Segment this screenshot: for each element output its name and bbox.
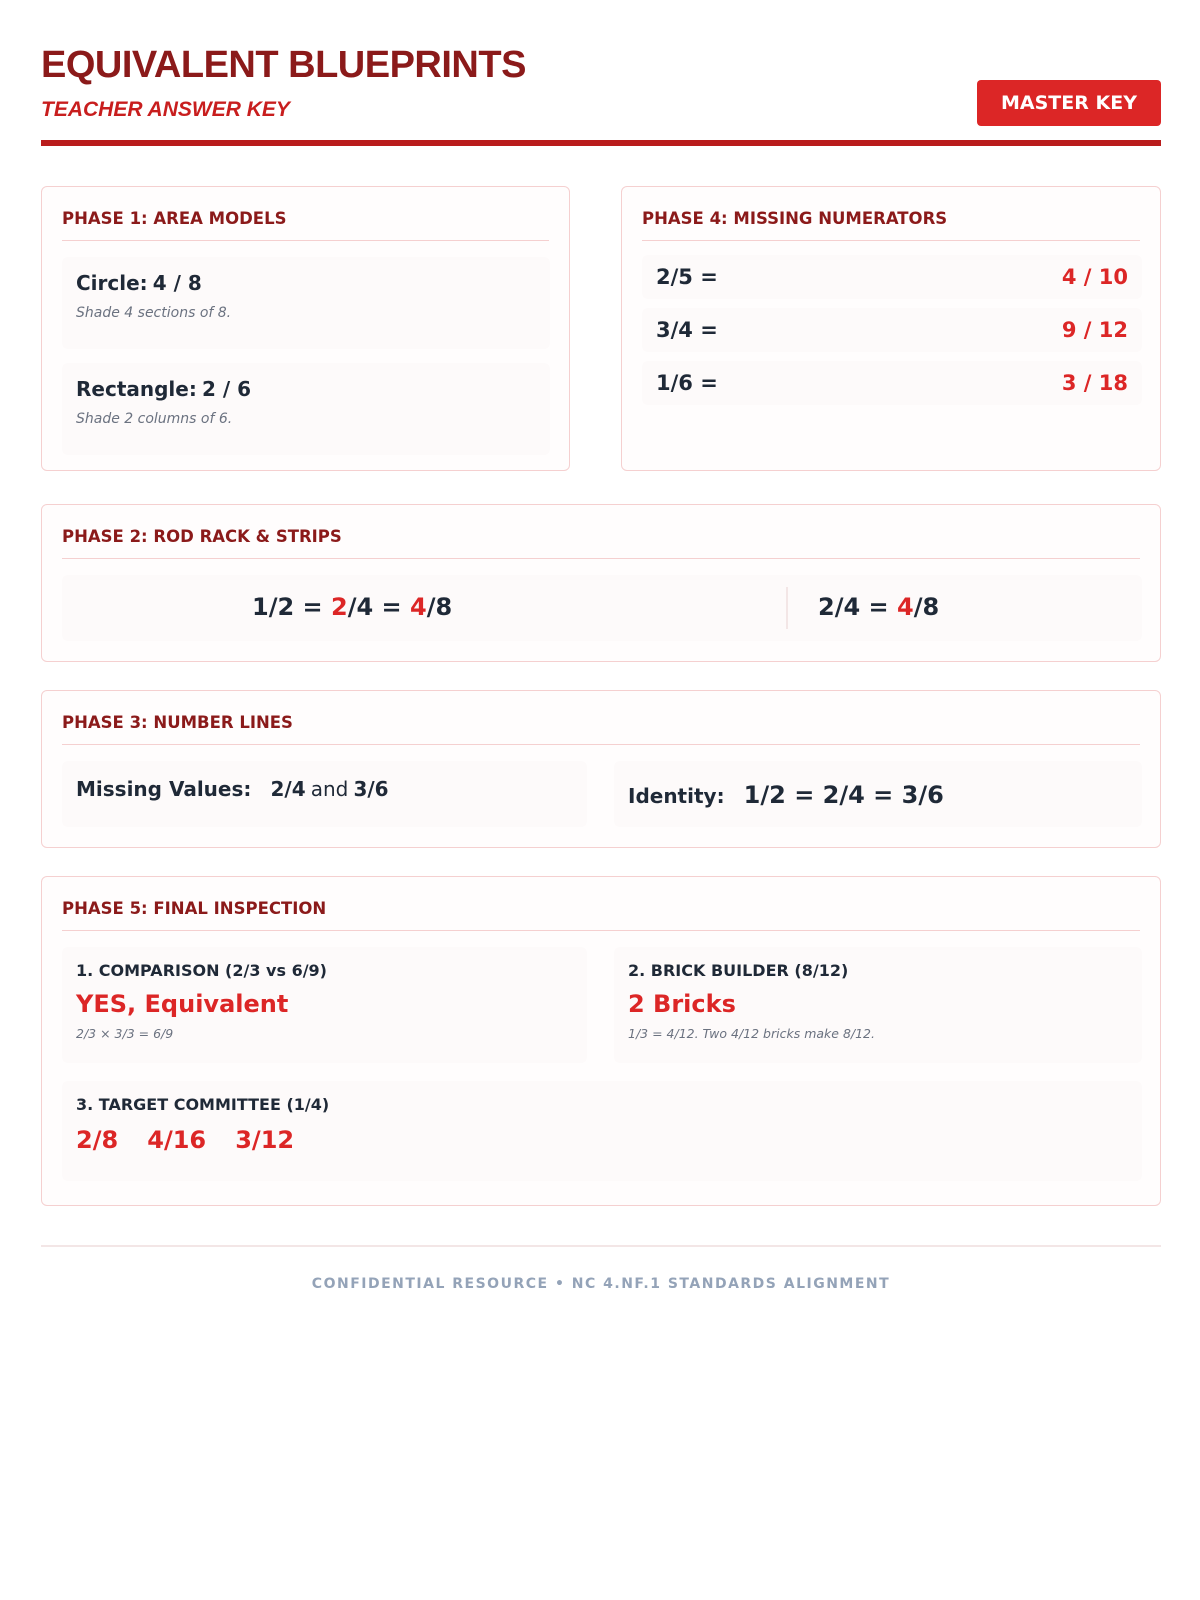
missing-and: and	[310, 777, 349, 801]
missing-values-panel	[62, 761, 587, 827]
phase1-heading: PHASE 1: AREA MODELS	[62, 209, 549, 241]
circle-item	[62, 257, 550, 349]
committee-answer: 4/16	[147, 1126, 207, 1154]
master-key-badge: MASTER KEY	[977, 80, 1161, 126]
numerator-row	[642, 308, 1142, 352]
missing-values-label: Missing Values:	[76, 777, 252, 801]
page-subtitle: TEACHER ANSWER KEY	[41, 98, 290, 121]
eq-part: /4 =	[347, 593, 410, 621]
phase5-heading: PHASE 5: FINAL INSPECTION	[62, 899, 1140, 931]
numerator-answer: 3 / 18	[1061, 371, 1128, 395]
phase4-card	[621, 186, 1161, 471]
eq-answer: 4	[409, 593, 427, 621]
brick-builder-answer: 2 Bricks	[628, 990, 736, 1018]
circle-label: Circle:	[76, 271, 148, 295]
identity-value: 1/2 = 2/4 = 3/6	[743, 781, 944, 809]
rectangle-note: Shade 2 columns of 6.	[76, 411, 233, 427]
numerator-row	[642, 361, 1142, 405]
header-divider	[41, 140, 1161, 146]
missing-value: 3/6	[353, 777, 389, 801]
identity-panel	[614, 761, 1142, 827]
comparison-answer: YES, Equivalent	[76, 990, 289, 1018]
eq-part: /8	[426, 593, 453, 621]
target-committee-title: 3. TARGET COMMITTEE (1/4)	[76, 1095, 330, 1114]
circle-answer: 4 / 8	[152, 271, 202, 295]
page-title: EQUIVALENT BLUEPRINTS	[41, 44, 526, 86]
rectangle-item	[62, 363, 550, 455]
numerator-answer: 4 / 10	[1061, 265, 1128, 289]
rod-rack-panel	[62, 575, 1142, 641]
footer-divider	[41, 1245, 1161, 1247]
numerator-answer: 9 / 12	[1061, 318, 1128, 342]
answer-key-page	[41, 0, 1161, 1292]
numerator-row	[642, 255, 1142, 299]
brick-builder-title: 2. BRICK BUILDER (8/12)	[628, 961, 849, 980]
brick-builder-note: 1/3 = 4/12. Two 4/12 bricks make 8/12.	[628, 1026, 875, 1041]
eq-part: /8	[913, 593, 940, 621]
rectangle-answer: 2 / 6	[201, 377, 252, 401]
comparison-note: 2/3 × 3/3 = 6/9	[76, 1026, 174, 1041]
numerator-question: 1/6 =	[656, 371, 718, 395]
eq-part: 2/4 =	[818, 593, 897, 621]
rod-rack-equation	[252, 593, 452, 621]
phase2-card	[41, 504, 1161, 662]
target-committee-panel	[62, 1081, 1142, 1181]
phase3-heading: PHASE 3: NUMBER LINES	[62, 713, 1140, 745]
eq-part: 1/2 =	[252, 593, 331, 621]
identity-label: Identity:	[628, 784, 725, 808]
phase5-card	[41, 876, 1161, 1206]
eq-answer: 4	[896, 593, 914, 621]
page-header	[41, 0, 1161, 148]
comparison-panel	[62, 947, 587, 1063]
footer-text: CONFIDENTIAL RESOURCE • NC 4.NF.1 STANDARDS ALIGNMENT	[311, 1276, 891, 1292]
circle-note: Shade 4 sections of 8.	[76, 305, 232, 321]
numerator-question: 3/4 =	[656, 318, 718, 342]
panel-divider	[786, 587, 788, 629]
brick-builder-panel	[614, 947, 1142, 1063]
rectangle-label: Rectangle:	[76, 377, 197, 401]
numerator-question: 2/5 =	[656, 265, 718, 289]
strips-equation	[818, 593, 939, 621]
committee-answer: 2/8	[76, 1126, 119, 1154]
missing-value: 2/4	[270, 777, 306, 801]
committee-answer: 3/12	[235, 1126, 295, 1154]
eq-answer: 2	[330, 593, 348, 621]
phase4-heading: PHASE 4: MISSING NUMERATORS	[642, 209, 1140, 241]
phase1-card	[41, 186, 570, 471]
phase3-card	[41, 690, 1161, 848]
comparison-title: 1. COMPARISON (2/3 vs 6/9)	[76, 961, 327, 980]
phase2-heading: PHASE 2: ROD RACK & STRIPS	[62, 527, 1140, 559]
